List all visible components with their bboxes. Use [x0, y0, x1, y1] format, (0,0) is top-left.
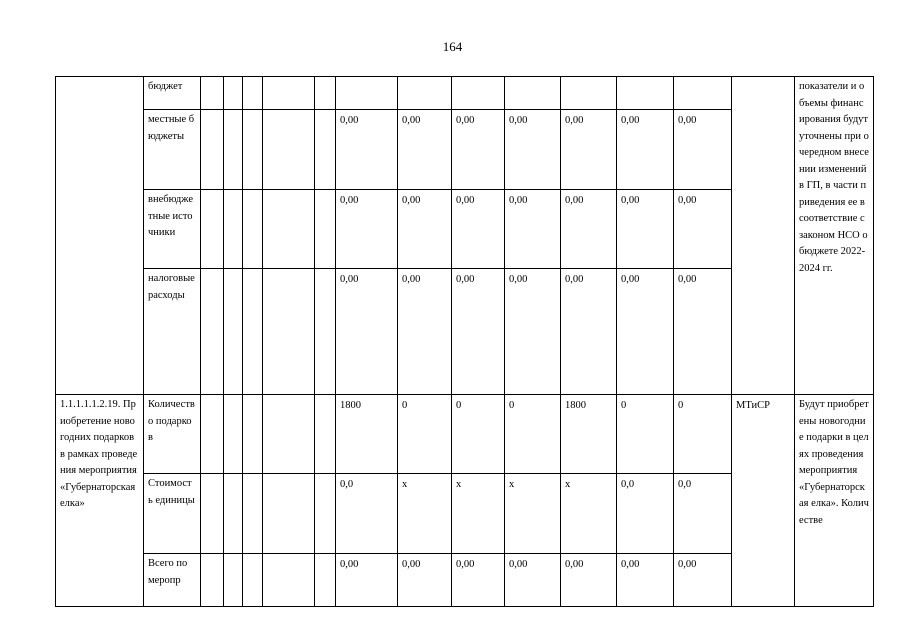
value-cell: [505, 77, 561, 110]
value-cell: 0,00: [561, 554, 617, 607]
value-cell: 0,00: [336, 269, 398, 395]
table-row: [56, 395, 874, 474]
page-number: 164: [442, 39, 463, 54]
indicator-type-cell: Количество подарков: [144, 395, 201, 474]
value-cell: 0,00: [561, 110, 617, 190]
value-cell: 0,0: [617, 474, 674, 554]
value-cell: 0,00: [505, 190, 561, 269]
executor-cell: МТиСР: [732, 395, 795, 607]
indicator-type-cell: Всего по меропр: [144, 554, 201, 607]
value-cell: [398, 77, 452, 110]
value-cell: 0,00: [505, 269, 561, 395]
value-cell: 0,00: [617, 190, 674, 269]
value-cell: х: [505, 474, 561, 554]
value-cell: 0,00: [336, 110, 398, 190]
value-cell: 0,00: [336, 190, 398, 269]
value-cell: 0,00: [452, 110, 505, 190]
value-cell: 1800: [561, 395, 617, 474]
value-cell: [561, 77, 617, 110]
value-cell: 1800: [336, 395, 398, 474]
value-cell: 0,00: [452, 190, 505, 269]
value-cell: 0,00: [398, 110, 452, 190]
value-cell: 0,00: [452, 269, 505, 395]
value-cell: х: [452, 474, 505, 554]
value-cell: 0,00: [505, 554, 561, 607]
value-cell: [336, 77, 398, 110]
value-cell: 0,00: [398, 190, 452, 269]
value-cell: 0,00: [561, 269, 617, 395]
value-cell: [674, 77, 732, 110]
value-cell: 0,0: [674, 474, 732, 554]
value-cell: 0,00: [674, 554, 732, 607]
executor-cell-empty: [732, 77, 795, 395]
value-cell: 0,00: [398, 269, 452, 395]
value-cell: х: [398, 474, 452, 554]
value-cell: 0,00: [561, 190, 617, 269]
value-cell: 0: [398, 395, 452, 474]
value-cell: 0: [674, 395, 732, 474]
note-cell: Будут приобретены новогодние подарки в целях проведения мероприятия «Губернаторская елка». Количестве: [795, 395, 874, 607]
value-cell: 0,00: [617, 269, 674, 395]
indicator-type-cell: Стоимость единицы: [144, 474, 201, 554]
value-cell: 0,00: [398, 554, 452, 607]
value-cell: 0,00: [674, 110, 732, 190]
financing-type-cell: бюджет: [144, 77, 201, 110]
value-cell: х: [561, 474, 617, 554]
financing-type-cell: местные бюджеты: [144, 110, 201, 190]
value-cell: 0: [452, 395, 505, 474]
value-cell: 0,00: [617, 554, 674, 607]
value-cell: 0,00: [452, 554, 505, 607]
activity-name-cell: 1.1.1.1.1.2.19. Приобретение новогодних подарков в рамках проведения мероприятия «Губернаторская елка»: [56, 395, 144, 607]
value-cell: 0,00: [617, 110, 674, 190]
financing-type-cell: налоговые расходы: [144, 269, 201, 395]
value-cell: 0,00: [674, 190, 732, 269]
value-cell: 0: [617, 395, 674, 474]
value-cell: 0,00: [674, 269, 732, 395]
note-cell: показатели и объемы финансирования будут уточнены при очередном внесении изменений в ГП, в части приведения ее в соответствие с законом НСО о бюджете 2022-2024 гг.: [795, 77, 874, 395]
value-cell: 0: [505, 395, 561, 474]
table-row: [56, 77, 874, 110]
value-cell: [452, 77, 505, 110]
value-cell: 0,00: [336, 554, 398, 607]
value-cell: 0,0: [336, 474, 398, 554]
activity-name-cell-empty: [56, 77, 144, 395]
value-cell: 0,00: [505, 110, 561, 190]
financing-type-cell: внебюджетные источники: [144, 190, 201, 269]
value-cell: [617, 77, 674, 110]
financing-table: [55, 76, 874, 607]
